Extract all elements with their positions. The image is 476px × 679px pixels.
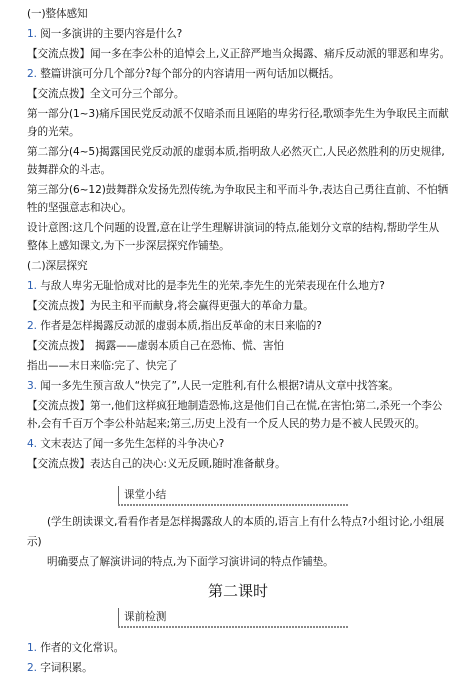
list-number: 4. (27, 438, 37, 450)
text-line (47, 556, 476, 569)
banner-bar-icon (118, 608, 119, 626)
text-line (27, 300, 467, 313)
line-text: 指出——末日来临:完了、快完了 (27, 360, 178, 372)
line-text: 【交流点拨】 揭露——虚弱本质自己在恐怖、慌、害怕 (27, 340, 285, 352)
text-line (27, 438, 467, 451)
text-line (27, 418, 467, 431)
list-number: 1. (27, 642, 37, 654)
text-line (27, 400, 467, 413)
line-text: 【交流点拨】第一,他们这样疯狂地制造恐怖,这是他们自己在慌,在害怕;第二,杀死一个李公 (27, 400, 443, 412)
line-text: 闻一多先生预言敌人“快完了”,人民一定胜利,有什么根据?请从文章中找答案。 (40, 380, 399, 392)
section-summary-banner (118, 484, 348, 506)
line-text: (学生朗读课文,看看作者是怎样揭露敌人的本质的,语言上有什么特点?小组讨论,小组展 (47, 516, 445, 528)
text-line (27, 240, 467, 253)
text-line (27, 48, 467, 61)
line-text: 朴,会有千百万个李公朴站起来;第三,历史上没有一个反人民的势力是不被人民毁灭的。 (27, 418, 426, 430)
line-text: 鼓舞群众的斗志。 (27, 164, 111, 176)
text-line (27, 126, 467, 139)
text-line (27, 260, 467, 273)
list-number: 2. (27, 662, 37, 674)
text-line (47, 516, 476, 529)
line-text: 第三部分(6~12)鼓舞群众发扬先烈传统,为争取民主和平而斗争,表达自己勇往直前、不怕牺 (27, 184, 449, 196)
text-line (27, 146, 467, 159)
text-line (27, 458, 467, 471)
banner-bar-icon (118, 486, 119, 504)
line-text: 与敌人卑劣无耻恰成对比的是李先生的光荣,李先生的光荣表现在什么地方? (40, 280, 385, 292)
text-line (27, 68, 467, 81)
line-text: 示) (27, 536, 42, 548)
list-number: 2. (27, 68, 37, 80)
line-text: 身的光荣。 (27, 126, 80, 138)
text-line (27, 360, 467, 373)
section-summary-label: 课堂小结 (124, 489, 167, 501)
line-text: 文末表达了闻一多先生怎样的斗争决心? (40, 438, 225, 450)
list-number: 3. (27, 380, 37, 392)
line-text: (一)整体感知 (27, 8, 88, 20)
text-line (27, 184, 467, 197)
line-text: 整体上感知课文,为下一步深层探究作铺垫。 (27, 240, 230, 252)
line-text: 第二部分(4~5)揭露国民党反动派的虚弱本质,指明敌人必然灭亡,人民必然胜利的历史规律, (27, 146, 445, 158)
line-text: 作者是怎样揭露反动派的虚弱本质,指出反革命的末日来临的? (40, 320, 322, 332)
line-text: 【交流点拨】闻一多在李公朴的追悼会上,义正辞严地当众揭露、痛斥反动派的罪恶和卑劣。 (27, 48, 451, 60)
line-text: 字词积累。 (40, 662, 93, 674)
line-text: 第一部分(1~3)痛斥国民党反动派不仅暗杀而且诬陷的卑劣行径,歌颂李先生为争取民主而献 (27, 108, 449, 120)
line-text: (二)深层探究 (27, 260, 88, 272)
text-line (27, 380, 467, 393)
line-text: 【交流点拨】全文可分三个部分。 (27, 88, 185, 100)
line-text: 作者的文化常识。 (40, 642, 125, 654)
section-precheck-label: 课前检测 (124, 611, 167, 623)
lesson-title: 第二课时 (207, 582, 268, 600)
text-line (27, 8, 467, 21)
list-number: 1. (27, 28, 37, 40)
text-line (27, 202, 467, 215)
list-number: 1. (27, 280, 37, 292)
banner-underline (118, 504, 348, 506)
text-line (27, 642, 467, 655)
text-line (27, 536, 467, 549)
banner-underline (118, 626, 348, 628)
line-text: 【交流点拨】为民主和平而献身,将会赢得更强大的革命力量。 (27, 300, 314, 312)
section-precheck-banner (118, 606, 348, 628)
text-line (27, 28, 467, 41)
text-line (27, 280, 467, 293)
line-text: 明确要点了解演讲词的特点,为下面学习演讲词的特点作铺垫。 (47, 556, 334, 568)
line-text: 阅一多演讲的主要内容是什么? (40, 28, 183, 40)
text-line (27, 340, 467, 353)
line-text: 整篇讲演可分几个部分?每个部分的内容请用一两句话加以概括。 (40, 68, 340, 80)
text-line (27, 108, 467, 121)
list-number: 2. (27, 320, 37, 332)
text-line (27, 320, 467, 333)
text-line (27, 164, 467, 177)
line-text: 【交流点拨】表达自己的决心:义无反顾,随时准备献身。 (27, 458, 286, 470)
line-text: 设计意图:这几个问题的设置,意在让学生理解讲演词的特点,能划分文章的结构,帮助学生从 (27, 222, 440, 234)
line-text: 牲的坚强意志和决心。 (27, 202, 132, 214)
text-line (27, 88, 467, 101)
text-line (27, 662, 467, 675)
text-line (27, 222, 467, 235)
